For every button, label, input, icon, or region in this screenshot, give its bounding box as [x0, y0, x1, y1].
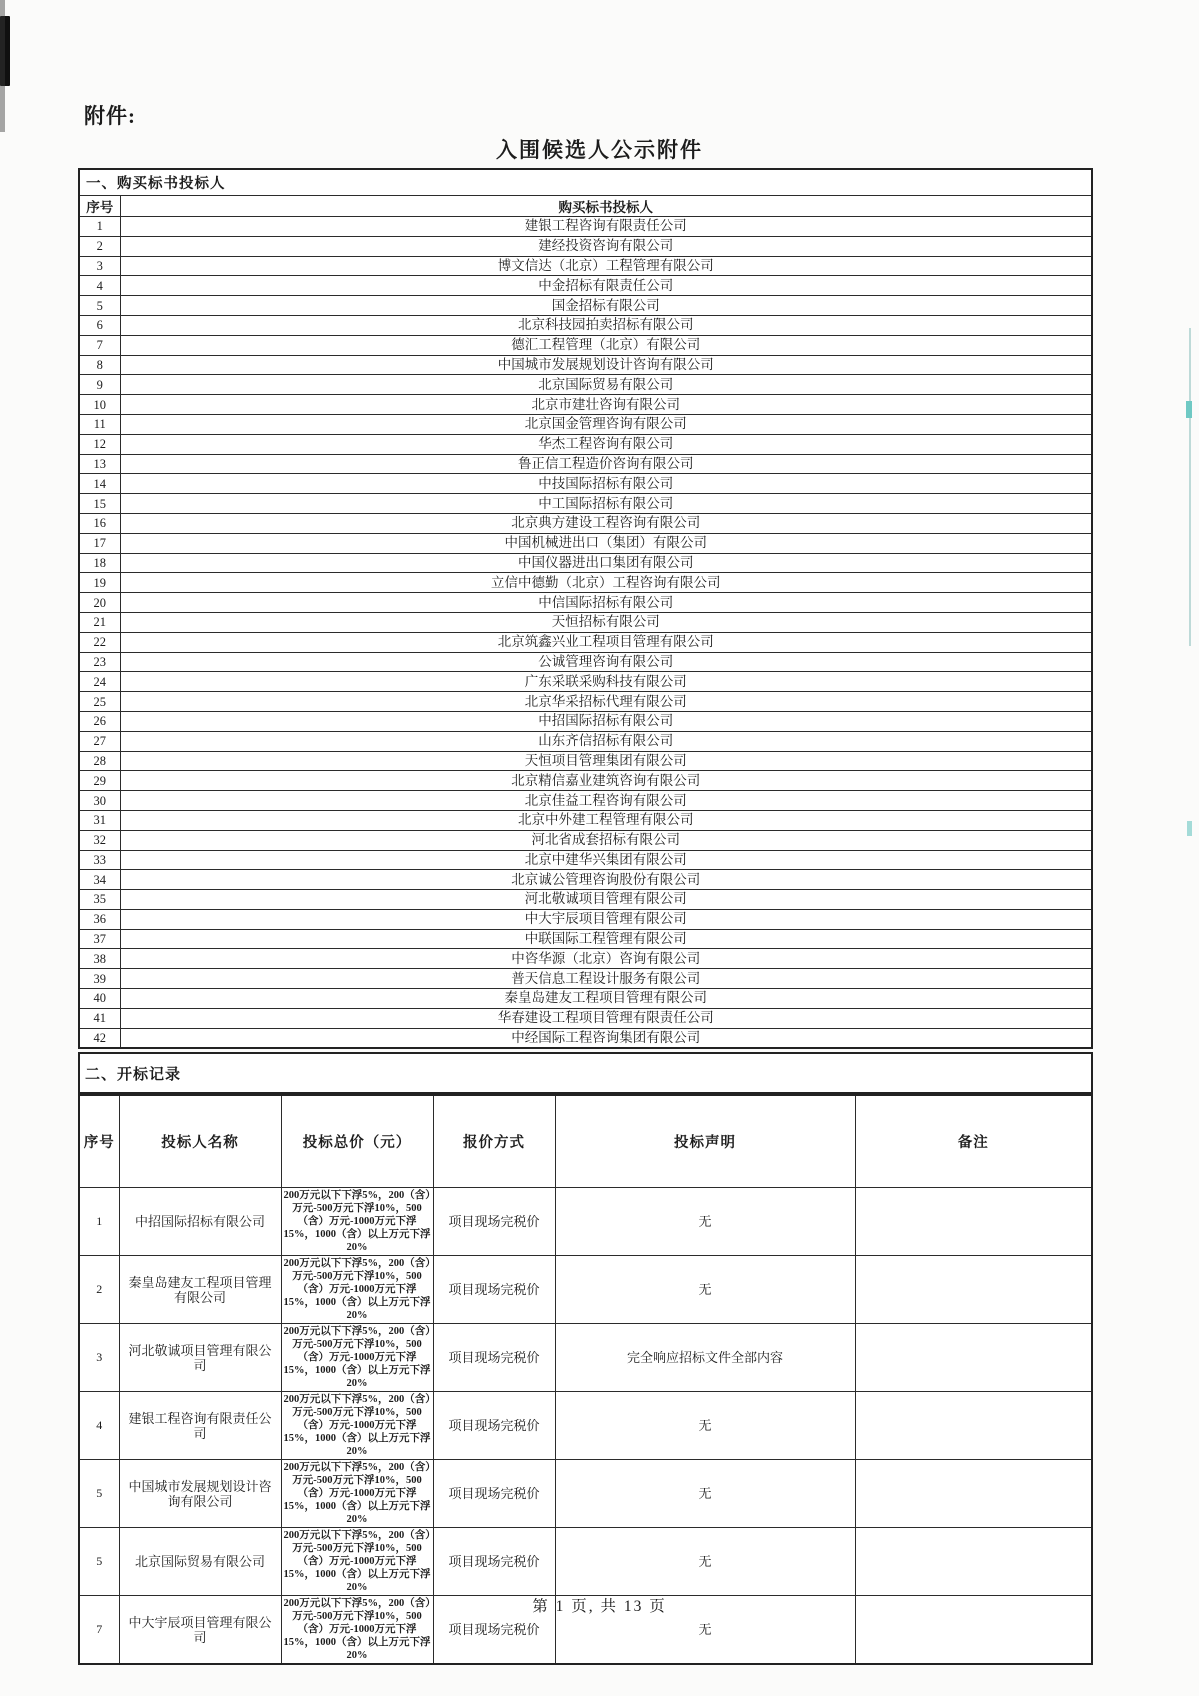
row-number-cell: 20: [79, 593, 120, 613]
bid-statement-cell: 无: [555, 1596, 855, 1665]
row-number-cell: 2: [79, 236, 120, 256]
purchasers-section-heading-row: [79, 169, 1092, 196]
table-row: [79, 890, 1092, 910]
table-row: [79, 1028, 1092, 1048]
table-row: [79, 1256, 1092, 1324]
bid-records-col-statement: 投标声明: [555, 1095, 855, 1188]
bid-statement-cell: 无: [555, 1188, 855, 1256]
table-row: [79, 949, 1092, 969]
bid-records-table: [78, 1094, 1093, 1665]
table-row: [79, 692, 1092, 712]
bid-statement-cell: 无: [555, 1256, 855, 1324]
bid-statement-cell: 无: [555, 1528, 855, 1596]
bidder-name-cell: 华杰工程咨询有限公司: [120, 434, 1092, 454]
row-number-cell: 16: [79, 513, 120, 533]
table-row: [79, 632, 1092, 652]
row-number-cell: 42: [79, 1028, 120, 1048]
row-number-cell: 1: [79, 217, 120, 237]
table-row: [79, 296, 1092, 316]
bidder-name-cell: 北京中建华兴集团有限公司: [120, 850, 1092, 870]
row-number-cell: 41: [79, 1008, 120, 1028]
quote-method-cell: 项目现场完税价: [433, 1392, 555, 1460]
scan-artifact-right-mark: [1186, 401, 1192, 418]
bidder-name-cell: 中招国际招标有限公司: [120, 711, 1092, 731]
bidder-name-cell: 建银工程咨询有限责任公司: [119, 1392, 281, 1460]
table-row: [79, 434, 1092, 454]
bid-statement-cell: 完全响应招标文件全部内容: [555, 1324, 855, 1392]
bidder-name-cell: 中大宇辰项目管理有限公司: [119, 1596, 281, 1665]
table-row: [79, 1528, 1092, 1596]
bidder-name-cell: 中经国际工程咨询集团有限公司: [120, 1028, 1092, 1048]
scan-artifact-right-line: [1189, 328, 1191, 646]
row-number-cell: 18: [79, 553, 120, 573]
row-number-cell: 30: [79, 791, 120, 811]
table-row: [79, 870, 1092, 890]
bidder-name-cell: 德汇工程管理（北京）有限公司: [120, 335, 1092, 355]
scan-artifact-right-mark-small: [1187, 821, 1192, 836]
bidder-name-cell: 普天信息工程设计服务有限公司: [120, 969, 1092, 989]
row-number-cell: 26: [79, 711, 120, 731]
bidder-name-cell: 河北省成套招标有限公司: [120, 830, 1092, 850]
bidder-name-cell: 北京诚公管理咨询股份有限公司: [120, 870, 1092, 890]
bidder-name-cell: 广东采联采购科技有限公司: [120, 672, 1092, 692]
table-row: [79, 454, 1092, 474]
bid-price-cell: 200万元以下下浮5%，200（含）万元-500万元下浮10%，500（含）万元-1000万元下浮15%，1000（含）以上万元下浮20%: [281, 1596, 433, 1665]
remark-cell: [855, 1392, 1092, 1460]
purchasers-col-no: 序号: [79, 196, 120, 217]
bidder-name-cell: 中国机械进出口（集团）有限公司: [120, 533, 1092, 553]
table-row: [79, 652, 1092, 672]
row-number-cell: 23: [79, 652, 120, 672]
quote-method-cell: 项目现场完税价: [433, 1596, 555, 1665]
bidder-name-cell: 秦皇岛建友工程项目管理有限公司: [119, 1256, 281, 1324]
table-row: [79, 751, 1092, 771]
row-number-cell: 24: [79, 672, 120, 692]
table-row: [79, 236, 1092, 256]
bidder-name-cell: 北京中外建工程管理有限公司: [120, 810, 1092, 830]
table-row: [79, 929, 1092, 949]
purchasers-col-name: 购买标书投标人: [120, 196, 1092, 217]
bidder-name-cell: 天恒项目管理集团有限公司: [120, 751, 1092, 771]
bidder-name-cell: 北京佳益工程咨询有限公司: [120, 791, 1092, 811]
table-row: [79, 553, 1092, 573]
row-number-cell: 3: [79, 1324, 119, 1392]
row-number-cell: 40: [79, 989, 120, 1009]
table-row: [79, 1392, 1092, 1460]
remark-cell: [855, 1256, 1092, 1324]
bid-records-col-bidder: 投标人名称: [119, 1095, 281, 1188]
row-number-cell: 37: [79, 929, 120, 949]
bid-price-cell: 200万元以下下浮5%，200（含）万元-500万元下浮10%，500（含）万元-1000万元下浮15%，1000（含）以上万元下浮20%: [281, 1256, 433, 1324]
row-number-cell: 1: [79, 1188, 119, 1256]
scan-artifact-left-strip-faint: [0, 0, 5, 132]
remark-cell: [855, 1188, 1092, 1256]
bidder-name-cell: 中工国际招标有限公司: [120, 494, 1092, 514]
row-number-cell: 32: [79, 830, 120, 850]
bidder-name-cell: 北京国际贸易有限公司: [120, 375, 1092, 395]
bidder-name-cell: 北京科技园拍卖招标有限公司: [120, 315, 1092, 335]
table-row: [79, 791, 1092, 811]
row-number-cell: 31: [79, 810, 120, 830]
bidder-name-cell: 立信中德勤（北京）工程咨询有限公司: [120, 573, 1092, 593]
bidder-name-cell: 中大宇辰项目管理有限公司: [120, 909, 1092, 929]
row-number-cell: 29: [79, 771, 120, 791]
purchasers-table-body: [79, 217, 1092, 1049]
table-row: [79, 1008, 1092, 1028]
row-number-cell: 7: [79, 1596, 119, 1665]
bid-records-col-no: 序号: [79, 1095, 119, 1188]
quote-method-cell: 项目现场完税价: [433, 1324, 555, 1392]
bidder-name-cell: 山东齐信招标有限公司: [120, 731, 1092, 751]
quote-method-cell: 项目现场完税价: [433, 1256, 555, 1324]
table-row: [79, 355, 1092, 375]
bidder-name-cell: 北京筑鑫兴业工程项目管理有限公司: [120, 632, 1092, 652]
bidder-name-cell: 中国仪器进出口集团有限公司: [120, 553, 1092, 573]
row-number-cell: 19: [79, 573, 120, 593]
row-number-cell: 7: [79, 335, 120, 355]
bid-price-cell: 200万元以下下浮5%，200（含）万元-500万元下浮10%，500（含）万元-1000万元下浮15%，1000（含）以上万元下浮20%: [281, 1528, 433, 1596]
row-number-cell: 12: [79, 434, 120, 454]
row-number-cell: 6: [79, 315, 120, 335]
bidder-name-cell: 北京市建壮咨询有限公司: [120, 395, 1092, 415]
row-number-cell: 4: [79, 1392, 119, 1460]
bidder-name-cell: 北京国金管理咨询有限公司: [120, 414, 1092, 434]
table-row: [79, 969, 1092, 989]
row-number-cell: 39: [79, 969, 120, 989]
table-row: [79, 612, 1092, 632]
bidder-name-cell: 中联国际工程管理有限公司: [120, 929, 1092, 949]
table-row: [79, 771, 1092, 791]
table-row: [79, 711, 1092, 731]
table-row: [79, 494, 1092, 514]
row-number-cell: 11: [79, 414, 120, 434]
bidder-name-cell: 中国城市发展规划设计咨询有限公司: [120, 355, 1092, 375]
remark-cell: [855, 1528, 1092, 1596]
page-footer: 第 1 页, 共 13 页: [532, 1598, 667, 1615]
bid-price-cell: 200万元以下下浮5%，200（含）万元-500万元下浮10%，500（含）万元-1000万元下浮15%，1000（含）以上万元下浮20%: [281, 1460, 433, 1528]
bidder-name-cell: 博文信达（北京）工程管理有限公司: [120, 256, 1092, 276]
table-row: [79, 375, 1092, 395]
page-title: 入围候选人公示附件: [496, 138, 703, 162]
row-number-cell: 13: [79, 454, 120, 474]
row-number-cell: 5: [79, 1528, 119, 1596]
table-row: [79, 672, 1092, 692]
row-number-cell: 10: [79, 395, 120, 415]
table-row: [79, 513, 1092, 533]
bid-records-section-heading: 二、开标记录: [78, 1052, 1093, 1094]
bidder-name-cell: 中咨华源（北京）咨询有限公司: [120, 949, 1092, 969]
bid-records-col-remark: 备注: [855, 1095, 1092, 1188]
table-row: [79, 474, 1092, 494]
bid-price-cell: 200万元以下下浮5%，200（含）万元-500万元下浮10%，500（含）万元-1000万元下浮15%，1000（含）以上万元下浮20%: [281, 1324, 433, 1392]
quote-method-cell: 项目现场完税价: [433, 1528, 555, 1596]
table-row: [79, 810, 1092, 830]
bid-records-col-price: 投标总价（元）: [281, 1095, 433, 1188]
purchasers-section-heading: 一、购买标书投标人: [79, 169, 1092, 196]
table-row: [79, 593, 1092, 613]
table-row: [79, 256, 1092, 276]
table-row: [79, 1188, 1092, 1256]
bid-price-cell: 200万元以下下浮5%，200（含）万元-500万元下浮10%，500（含）万元-1000万元下浮15%，1000（含）以上万元下浮20%: [281, 1188, 433, 1256]
table-row: [79, 217, 1092, 237]
bidder-name-cell: 中金招标有限责任公司: [120, 276, 1092, 296]
remark-cell: [855, 1460, 1092, 1528]
row-number-cell: 8: [79, 355, 120, 375]
bidder-name-cell: 北京华采招标代理有限公司: [120, 692, 1092, 712]
row-number-cell: 9: [79, 375, 120, 395]
row-number-cell: 14: [79, 474, 120, 494]
row-number-cell: 38: [79, 949, 120, 969]
table-row: [79, 573, 1092, 593]
bid-records-col-method: 报价方式: [433, 1095, 555, 1188]
bidder-name-cell: 鲁正信工程造价咨询有限公司: [120, 454, 1092, 474]
table-row: [79, 414, 1092, 434]
bidder-name-cell: 河北敬诚项目管理有限公司: [120, 890, 1092, 910]
row-number-cell: 25: [79, 692, 120, 712]
row-number-cell: 33: [79, 850, 120, 870]
bidder-name-cell: 中国城市发展规划设计咨询有限公司: [119, 1460, 281, 1528]
table-row: [79, 533, 1092, 553]
quote-method-cell: 项目现场完税价: [433, 1188, 555, 1256]
bidder-name-cell: 中技国际招标有限公司: [120, 474, 1092, 494]
table-row: [79, 395, 1092, 415]
bidder-name-cell: 河北敬诚项目管理有限公司: [119, 1324, 281, 1392]
bidder-name-cell: 公诚管理咨询有限公司: [120, 652, 1092, 672]
remark-cell: [855, 1324, 1092, 1392]
row-number-cell: 28: [79, 751, 120, 771]
row-number-cell: 36: [79, 909, 120, 929]
bidder-name-cell: 中招国际招标有限公司: [119, 1188, 281, 1256]
row-number-cell: 3: [79, 256, 120, 276]
table-row: [79, 731, 1092, 751]
row-number-cell: 17: [79, 533, 120, 553]
table-row: [79, 335, 1092, 355]
row-number-cell: 5: [79, 296, 120, 316]
row-number-cell: 21: [79, 612, 120, 632]
table-row: [79, 315, 1092, 335]
table-row: [79, 276, 1092, 296]
table-row: [79, 1460, 1092, 1528]
row-number-cell: 5: [79, 1460, 119, 1528]
table-row: [79, 909, 1092, 929]
table-row: [79, 830, 1092, 850]
bid-price-cell: 200万元以下下浮5%，200（含）万元-500万元下浮10%，500（含）万元-1000万元下浮15%，1000（含）以上万元下浮20%: [281, 1392, 433, 1460]
row-number-cell: 4: [79, 276, 120, 296]
row-number-cell: 22: [79, 632, 120, 652]
table-row: [79, 850, 1092, 870]
row-number-cell: 34: [79, 870, 120, 890]
quote-method-cell: 项目现场完税价: [433, 1460, 555, 1528]
purchasers-table: [78, 168, 1093, 1049]
bidder-name-cell: 北京国际贸易有限公司: [119, 1528, 281, 1596]
bidder-name-cell: 中信国际招标有限公司: [120, 593, 1092, 613]
table-row: [79, 989, 1092, 1009]
attachment-label: 附件:: [84, 104, 136, 128]
row-number-cell: 35: [79, 890, 120, 910]
bid-statement-cell: 无: [555, 1460, 855, 1528]
row-number-cell: 27: [79, 731, 120, 751]
row-number-cell: 2: [79, 1256, 119, 1324]
bidder-name-cell: 秦皇岛建友工程项目管理有限公司: [120, 989, 1092, 1009]
bidder-name-cell: 北京典方建设工程咨询有限公司: [120, 513, 1092, 533]
bidder-name-cell: 北京精信嘉业建筑咨询有限公司: [120, 771, 1092, 791]
table-row: [79, 1324, 1092, 1392]
bidder-name-cell: 国金招标有限公司: [120, 296, 1092, 316]
bid-records-table-body: [79, 1188, 1092, 1665]
bidder-name-cell: 天恒招标有限公司: [120, 612, 1092, 632]
bid-records-header-row: [79, 1095, 1092, 1188]
purchasers-header-row: [79, 196, 1092, 217]
bidder-name-cell: 建经投资咨询有限公司: [120, 236, 1092, 256]
bidder-name-cell: 建银工程咨询有限责任公司: [120, 217, 1092, 237]
bid-statement-cell: 无: [555, 1392, 855, 1460]
row-number-cell: 15: [79, 494, 120, 514]
bidder-name-cell: 华春建设工程项目管理有限责任公司: [120, 1008, 1092, 1028]
